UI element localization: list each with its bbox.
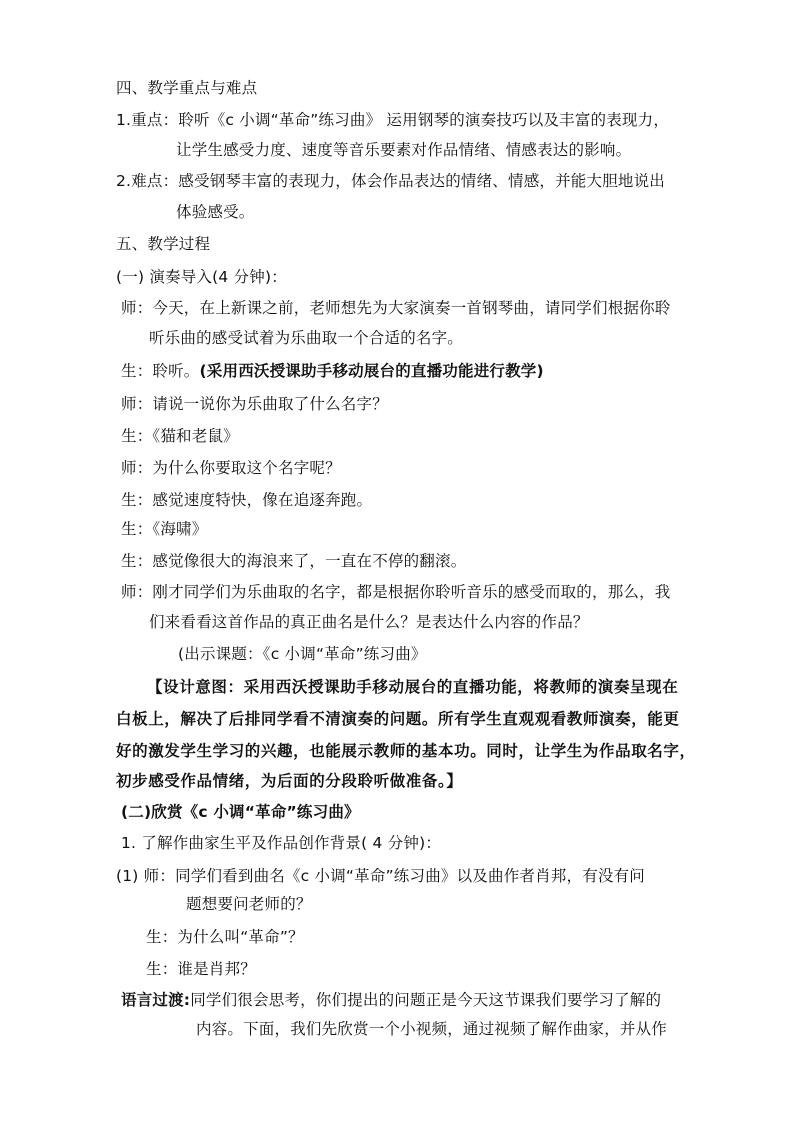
key-point-line-2: 让学生感受力度、速度等音乐要素对作品情绪、情感表达的影响。 [176, 141, 632, 159]
student-answer-2: 生：感觉速度特快，像在追逐奔跑。 [121, 491, 373, 509]
student-answer-4: 生：感觉像很大的海浪来了，一直在不停的翻滚。 [121, 552, 467, 570]
teacher-question-2: 师：为什么你要取这个名字呢？ [121, 459, 341, 477]
item1-sub1-line-1: (1) 师：同学们看到曲名《c 小调“革命”练习曲》以及曲作者肖邦，有没有问 [116, 867, 645, 885]
transition-text-1: 同学们很会思考，你们提出的问题正是今天这节课我们要学习了解的 [190, 991, 662, 1009]
transition-line-2: 内容。下面，我们先欣赏一个小视频，通过视频了解作曲家，并从作 [196, 1020, 668, 1038]
key-point-line-1: 1.重点：聆听《c 小调“革命”练习曲》 运用钢琴的演奏技巧以及丰富的表现力， [116, 111, 670, 129]
item1-title: 1. 了解作曲家生平及作品创作背景( 4 分钟)： [121, 834, 442, 852]
difficult-point-line-2: 体验感受。 [176, 203, 255, 221]
difficult-point-line-1: 2.难点：感受钢琴丰富的表现力，体会作品表达的情绪、情感，并能大胆地说出 [116, 172, 665, 190]
teacher-summary-line-1: 师：刚才同学们为乐曲取的名字，都是根据你聆听音乐的感受而取的，那么，我 [121, 583, 671, 601]
student-listen-prefix: 生：聆听。 [121, 362, 200, 380]
student-question-2: 生：谁是肖邦？ [146, 960, 256, 978]
teacher-intro-line-2: 听乐曲的感受试着为乐曲取一个合适的名字。 [149, 329, 464, 347]
design-intent-line-4: 初步感受作品情绪，为后面的分段聆听做准备。】 [116, 772, 463, 790]
student-listen-note: (采用西沃授课助手移动展台的直播功能进行教学) [199, 362, 544, 380]
transition-label: 语言过渡: [121, 991, 191, 1009]
section5-title: 五、教学过程 [116, 235, 211, 253]
student-listen-line [121, 360, 544, 382]
design-intent-line-3: 好的激发学生学习的兴趣，也能展示教师的基本功。同时，让学生为作品取名字， [116, 742, 696, 760]
show-title-line: (出示课题：《c 小调“革命”练习曲》 [178, 645, 427, 663]
student-answer-3: 生：《海啸》 [121, 520, 208, 538]
item1-sub1-line-2: 题想要问老师的？ [186, 895, 312, 913]
transition-line-1 [121, 989, 661, 1011]
part2-title: (二)欣赏《c 小调“革命”练习曲》 [121, 803, 360, 821]
student-question-1: 生：为什么叫“革命”？ [146, 928, 304, 946]
design-intent-line-2: 白板上，解决了后排同学看不清演奏的问题。所有学生直观观看教师演奏，能更 [116, 710, 680, 728]
teacher-intro-line-1: 师：今天，在上新课之前，老师想先为大家演奏一首钢琴曲，请同学们根据你聆 [121, 299, 671, 317]
student-answer-1: 生：《猫和老鼠》 [121, 427, 239, 445]
teacher-question-1: 师：请说一说你为乐曲取了什么名字？ [121, 395, 388, 413]
section4-title: 四、教学重点与难点 [116, 79, 258, 97]
part1-title: (一) 演奏导入(4 分钟)： [116, 268, 287, 286]
teacher-summary-line-2: 们来看看这首作品的真正曲名是什么？是表达什么内容的作品？ [149, 613, 589, 631]
design-intent-line-1: 【设计意图：采用西沃授课助手移动展台的直播功能，将教师的演奏呈现在 [147, 678, 679, 696]
